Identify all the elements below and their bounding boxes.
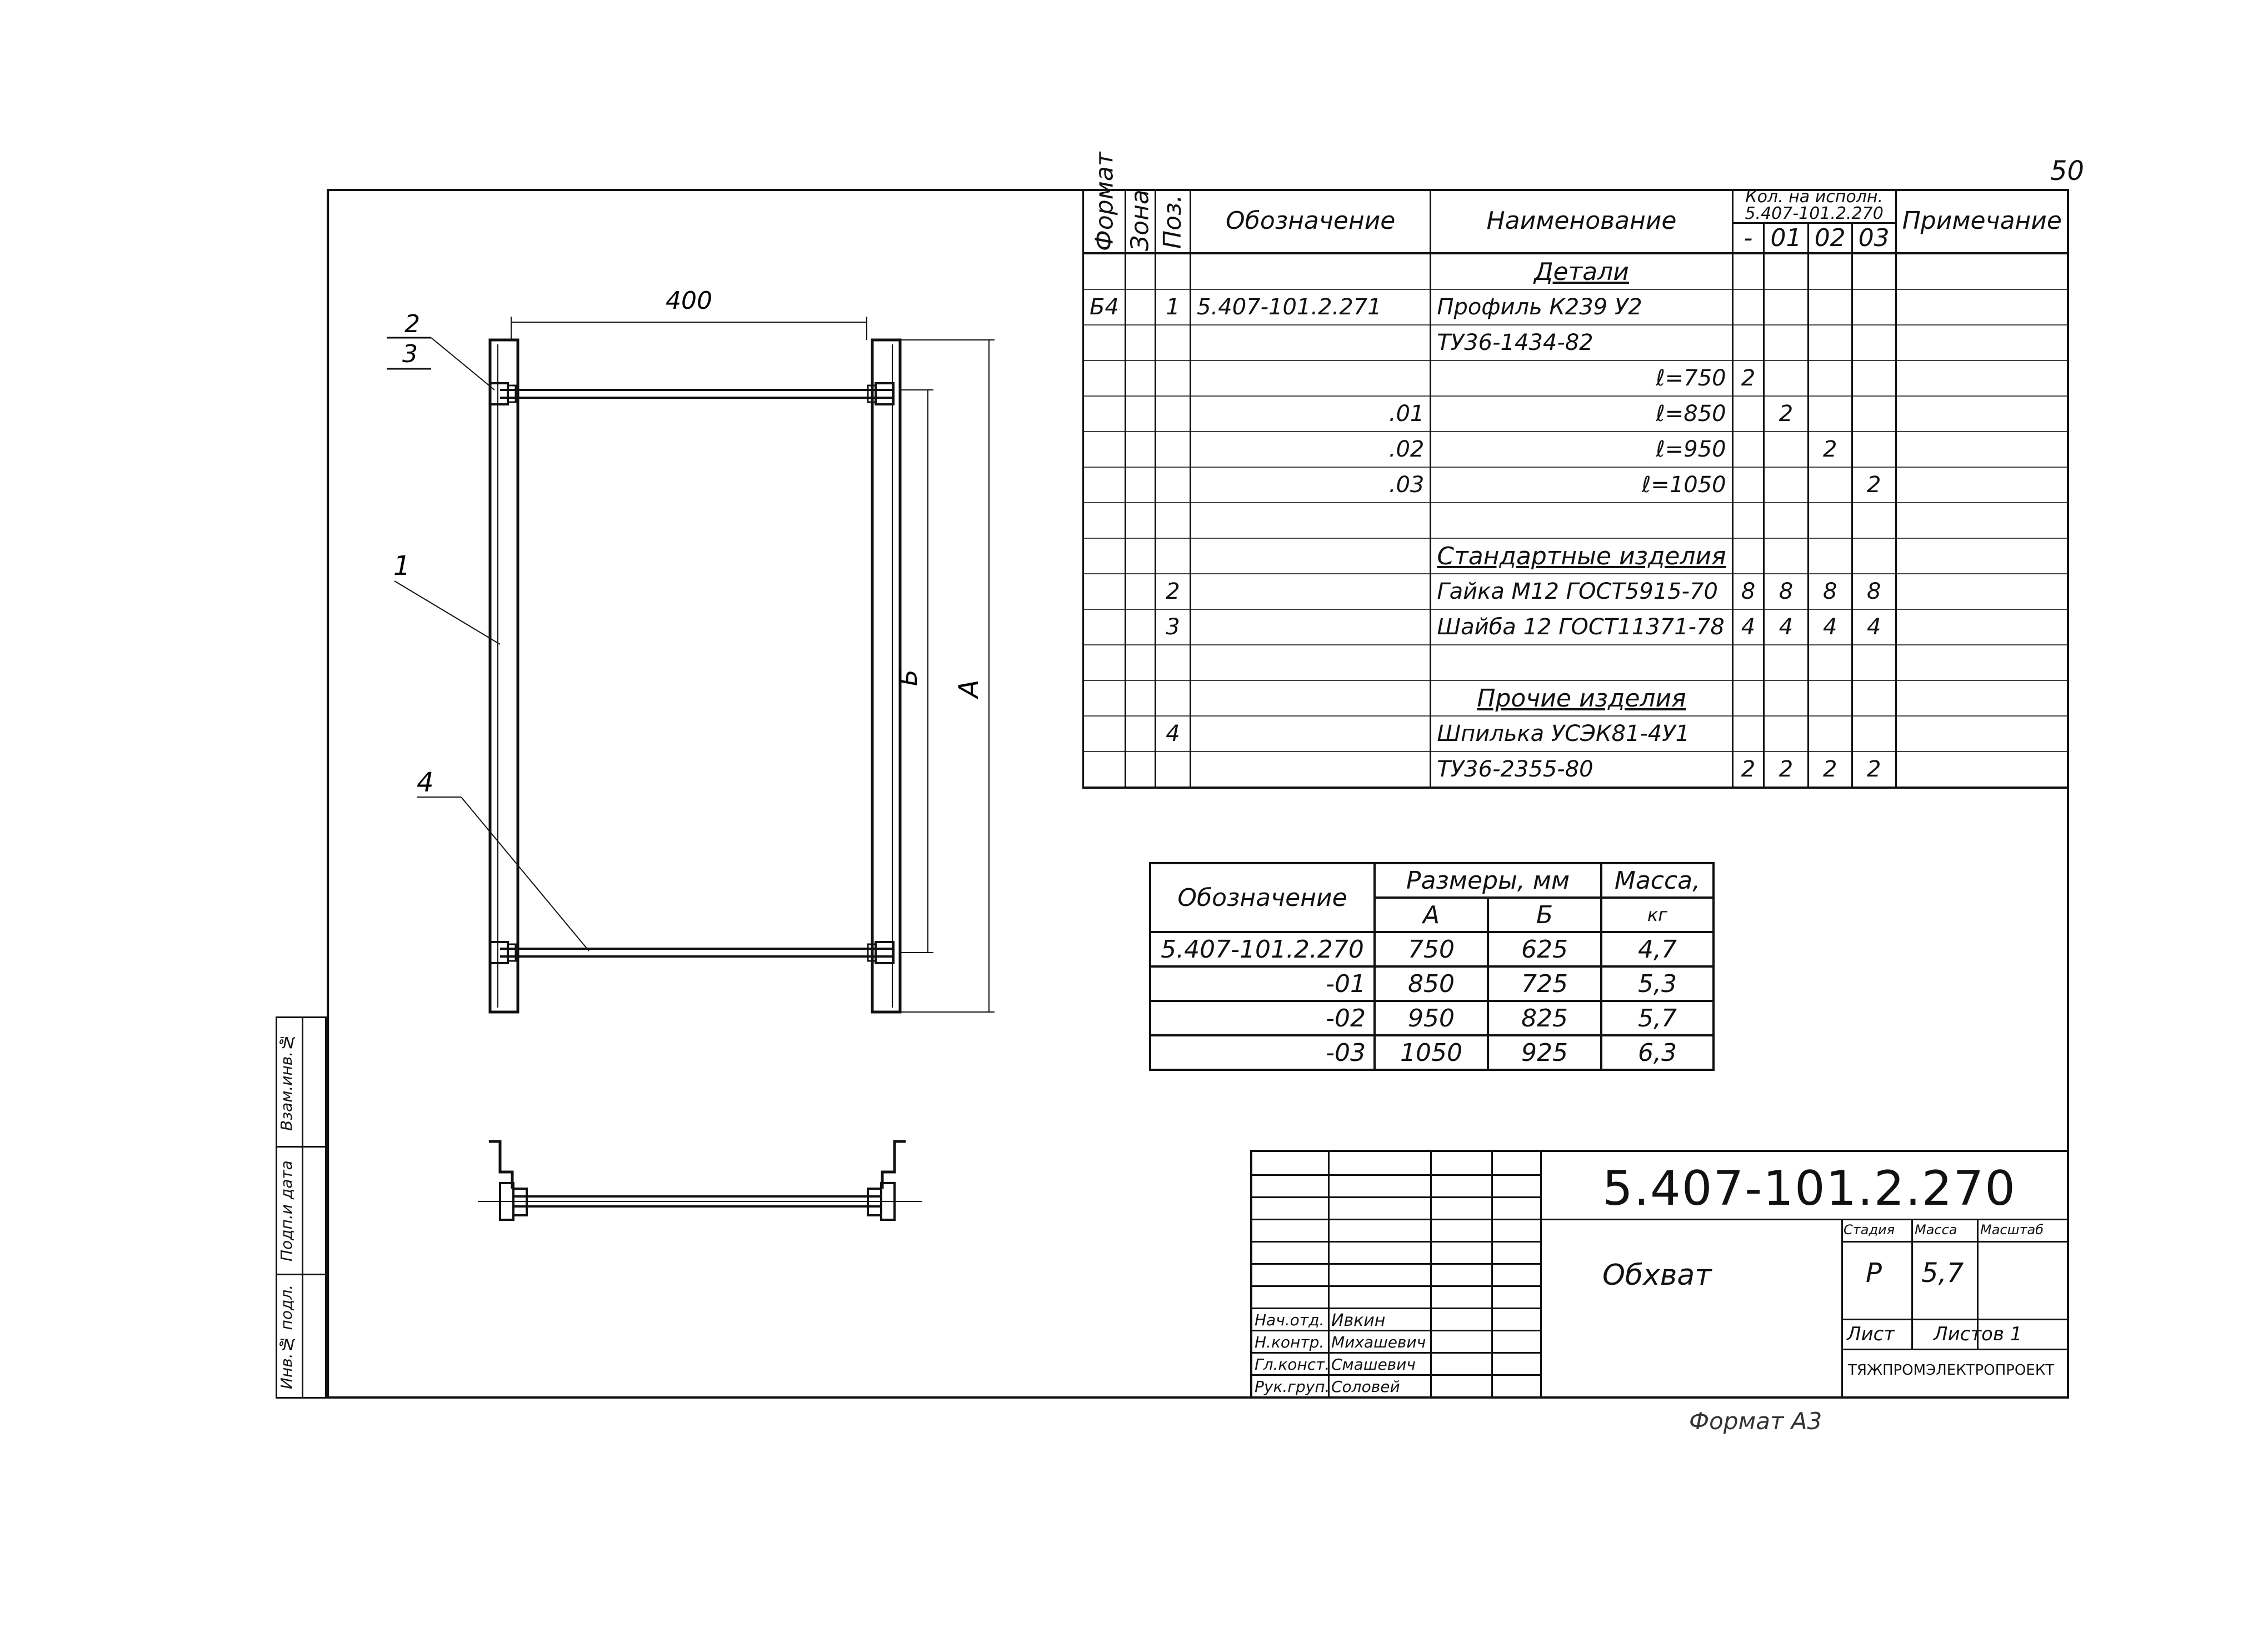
dims-cell-a: 850 — [1375, 966, 1488, 1001]
spec-cell-format — [1083, 360, 1126, 396]
dim-400-label: 400 — [666, 287, 712, 315]
sheet-label: Лист — [1847, 1323, 1895, 1345]
spec-row — [1083, 609, 2069, 645]
spec-cell-qty: 2 — [1852, 752, 1896, 788]
spec-cell-qty — [1764, 503, 1808, 538]
spec-cell-zone — [1125, 432, 1155, 467]
spec-cell-format — [1083, 503, 1126, 538]
spec-cell-format — [1083, 396, 1126, 432]
dims-cell-a: 950 — [1375, 1001, 1488, 1035]
role-3-name: Соловей — [1331, 1377, 1400, 1396]
spec-cell-pos: 2 — [1155, 574, 1190, 609]
spec-cell-pos — [1155, 467, 1190, 503]
spec-cell-designation — [1191, 645, 1431, 680]
spec-cell-qty — [1764, 680, 1808, 716]
spec-cell-designation: 5.407-101.2.271 — [1191, 289, 1431, 325]
spec-row — [1083, 396, 2069, 432]
spec-cell-designation — [1191, 360, 1431, 396]
spec-cell-qty: 4 — [1808, 609, 1852, 645]
spec-cell-zone — [1125, 716, 1155, 752]
stamp-sign-date: Подп.и дата — [277, 1160, 296, 1261]
spec-cell-pos — [1155, 432, 1190, 467]
spec-cell-qty — [1852, 538, 1896, 574]
spec-cell-name: Детали — [1431, 253, 1732, 289]
dims-cell-mass: 5,7 — [1601, 1001, 1714, 1035]
spec-cell-format — [1083, 467, 1126, 503]
stage-label: Стадия — [1844, 1222, 1895, 1238]
spec-cell-name: Шайба 12 ГОСТ11371-78 — [1431, 609, 1732, 645]
spec-cell-zone — [1125, 645, 1155, 680]
spec-header-name: Наименование — [1431, 189, 1732, 253]
spec-cell-note — [1896, 680, 2068, 716]
spec-cell-format — [1083, 752, 1126, 788]
spec-cell-qty — [1764, 325, 1808, 360]
role-1-name: Михашевич — [1331, 1333, 1426, 1351]
spec-cell-name: Шпилька УСЭК81-4У1 — [1431, 716, 1732, 752]
spec-cell-designation — [1191, 574, 1431, 609]
qty-col-base: - — [1732, 223, 1764, 254]
spec-cell-name: ℓ=750 — [1431, 360, 1732, 396]
spec-cell-qty — [1852, 396, 1896, 432]
spec-row — [1083, 289, 2069, 325]
spec-cell-qty: 4 — [1852, 609, 1896, 645]
spec-cell-pos — [1155, 396, 1190, 432]
spec-cell-qty — [1764, 716, 1808, 752]
spec-cell-format — [1083, 680, 1126, 716]
spec-cell-qty — [1852, 360, 1896, 396]
spec-cell-zone — [1125, 609, 1155, 645]
spec-cell-note — [1896, 289, 2068, 325]
spec-cell-zone — [1125, 574, 1155, 609]
spec-cell-pos: 1 — [1155, 289, 1190, 325]
spec-cell-qty: 2 — [1732, 360, 1764, 396]
role-0: Нач.отд. — [1255, 1311, 1325, 1329]
spec-cell-note — [1896, 253, 2068, 289]
spec-cell-pos — [1155, 645, 1190, 680]
frame-drawing — [333, 267, 1056, 1239]
stamp-inv-original: Инв.№ подл. — [277, 1284, 296, 1390]
spec-cell-zone — [1125, 752, 1155, 788]
dims-cell-b: 825 — [1488, 1001, 1601, 1035]
spec-row — [1083, 432, 2069, 467]
spec-cell-qty — [1852, 716, 1896, 752]
spec-cell-note — [1896, 752, 2068, 788]
mass-label: Масса — [1915, 1222, 1957, 1238]
spec-cell-zone — [1125, 467, 1155, 503]
spec-cell-name: Прочие изделия — [1431, 680, 1732, 716]
dims-cell-mass: 4,7 — [1601, 932, 1714, 966]
spec-cell-qty — [1808, 680, 1852, 716]
spec-cell-name: Стандартные изделия — [1431, 538, 1732, 574]
spec-cell-qty — [1732, 396, 1764, 432]
spec-cell-qty — [1732, 680, 1764, 716]
dims-cell-designation: -02 — [1150, 1001, 1375, 1035]
spec-header-qty: Кол. на исполн. 5.407-101.2.270 — [1732, 189, 1896, 223]
spec-cell-pos — [1155, 503, 1190, 538]
spec-cell-pos: 4 — [1155, 716, 1190, 752]
spec-cell-format — [1083, 645, 1126, 680]
dim-b-label: Б — [895, 669, 923, 687]
dims-header-sizes: Размеры, мм — [1375, 863, 1601, 898]
spec-cell-zone — [1125, 325, 1155, 360]
spec-cell-designation: .03 — [1191, 467, 1431, 503]
spec-cell-pos — [1155, 360, 1190, 396]
spec-cell-qty: 4 — [1732, 609, 1764, 645]
role-0-name: Ивкин — [1331, 1311, 1386, 1330]
spec-cell-designation — [1191, 609, 1431, 645]
doc-title: Обхват — [1602, 1259, 1712, 1292]
dims-row — [1150, 966, 1714, 1001]
sheet-number: 50 — [2050, 156, 2085, 187]
spec-cell-qty — [1732, 253, 1764, 289]
role-2-name: Смашевич — [1331, 1355, 1416, 1374]
spec-cell-format — [1083, 325, 1126, 360]
spec-cell-name: ℓ=1050 — [1431, 467, 1732, 503]
spec-cell-qty — [1852, 680, 1896, 716]
dimensions-table — [1149, 862, 1715, 1071]
spec-cell-qty — [1808, 325, 1852, 360]
dims-row — [1150, 1001, 1714, 1035]
spec-cell-designation — [1191, 538, 1431, 574]
spec-cell-qty — [1732, 432, 1764, 467]
spec-cell-qty — [1808, 360, 1852, 396]
spec-cell-designation — [1191, 503, 1431, 538]
spec-cell-note — [1896, 396, 2068, 432]
role-1: Н.контр. — [1255, 1333, 1325, 1351]
spec-cell-note — [1896, 574, 2068, 609]
spec-cell-zone — [1125, 253, 1155, 289]
org-name: ТЯЖПРОМЭЛЕКТРОПРОЕКТ — [1848, 1362, 2055, 1379]
spec-cell-format — [1083, 609, 1126, 645]
format-note: Формат А3 — [1689, 1407, 1822, 1435]
spec-cell-format: Б4 — [1083, 289, 1126, 325]
callout-2: 2 — [404, 310, 420, 338]
qty-col-02: 02 — [1808, 223, 1852, 254]
spec-cell-name: ТУ36-2355-80 — [1431, 752, 1732, 788]
dim-a-label: А — [953, 679, 985, 698]
spec-cell-pos — [1155, 325, 1190, 360]
spec-cell-note — [1896, 609, 2068, 645]
spec-cell-name — [1431, 503, 1732, 538]
spec-cell-qty — [1764, 289, 1808, 325]
dims-header-a: А — [1375, 898, 1488, 932]
spec-cell-zone — [1125, 680, 1155, 716]
spec-cell-name: Профиль К239 У2 — [1431, 289, 1732, 325]
spec-row — [1083, 360, 2069, 396]
spec-cell-qty: 2 — [1732, 752, 1764, 788]
dims-row — [1150, 1035, 1714, 1070]
section-view — [478, 1141, 922, 1220]
dims-row — [1150, 932, 1714, 966]
qty-col-03: 03 — [1852, 223, 1896, 254]
spec-cell-note — [1896, 467, 2068, 503]
spec-cell-qty — [1808, 396, 1852, 432]
spec-cell-zone — [1125, 396, 1155, 432]
spec-cell-designation — [1191, 752, 1431, 788]
spec-header-designation: Обозначение — [1191, 189, 1431, 253]
dims-cell-b: 625 — [1488, 932, 1601, 966]
spec-cell-qty: 2 — [1808, 752, 1852, 788]
spec-cell-qty: 2 — [1764, 396, 1808, 432]
spec-cell-qty — [1764, 432, 1808, 467]
dims-cell-b: 725 — [1488, 966, 1601, 1001]
spec-cell-zone — [1125, 538, 1155, 574]
spec-cell-name: ℓ=950 — [1431, 432, 1732, 467]
spec-cell-zone — [1125, 503, 1155, 538]
spec-cell-zone — [1125, 360, 1155, 396]
dims-header-mass: Масса, — [1601, 863, 1714, 898]
spec-cell-designation — [1191, 680, 1431, 716]
spec-cell-name: ТУ36-1434-82 — [1431, 325, 1732, 360]
dims-cell-mass: 6,3 — [1601, 1035, 1714, 1070]
spec-cell-qty: 2 — [1764, 752, 1808, 788]
spec-cell-qty — [1732, 289, 1764, 325]
spec-row — [1083, 538, 2069, 574]
spec-header-pos: Поз. — [1155, 189, 1190, 253]
spec-cell-qty: 8 — [1732, 574, 1764, 609]
specification-table — [1082, 152, 2069, 789]
spec-cell-qty: 2 — [1852, 467, 1896, 503]
spec-cell-designation: .02 — [1191, 432, 1431, 467]
spec-cell-qty — [1732, 467, 1764, 503]
spec-cell-qty — [1808, 253, 1852, 289]
spec-row — [1083, 467, 2069, 503]
role-2: Гл.конст. — [1255, 1355, 1330, 1374]
spec-cell-name: Гайка М12 ГОСТ5915-70 — [1431, 574, 1732, 609]
spec-cell-pos — [1155, 538, 1190, 574]
role-3: Рук.груп. — [1255, 1377, 1330, 1396]
callout-3: 3 — [402, 340, 418, 368]
spec-cell-pos — [1155, 752, 1190, 788]
spec-cell-pos — [1155, 680, 1190, 716]
spec-cell-designation — [1191, 716, 1431, 752]
spec-cell-qty — [1764, 645, 1808, 680]
spec-cell-pos — [1155, 253, 1190, 289]
spec-cell-qty — [1852, 325, 1896, 360]
dims-cell-designation: -03 — [1150, 1035, 1375, 1070]
spec-cell-qty — [1852, 289, 1896, 325]
spec-cell-note — [1896, 432, 2068, 467]
spec-cell-format — [1083, 253, 1126, 289]
spec-cell-format — [1083, 432, 1126, 467]
spec-cell-note — [1896, 538, 2068, 574]
qty-col-01: 01 — [1764, 223, 1808, 254]
spec-cell-qty — [1808, 503, 1852, 538]
spec-cell-qty: 8 — [1764, 574, 1808, 609]
spec-cell-qty — [1764, 538, 1808, 574]
spec-cell-qty — [1808, 467, 1852, 503]
mass-value: 5,7 — [1921, 1258, 1964, 1289]
spec-cell-qty: 8 — [1852, 574, 1896, 609]
spec-cell-qty — [1764, 253, 1808, 289]
spec-cell-name: ℓ=850 — [1431, 396, 1732, 432]
spec-row — [1083, 325, 2069, 360]
doc-code: 5.407-101.2.270 — [1602, 1161, 2016, 1216]
dims-cell-b: 925 — [1488, 1035, 1601, 1070]
spec-cell-qty — [1764, 467, 1808, 503]
spec-row — [1083, 253, 2069, 289]
callout-4: 4 — [417, 767, 434, 798]
spec-row — [1083, 716, 2069, 752]
spec-cell-designation — [1191, 253, 1431, 289]
spec-cell-qty — [1764, 360, 1808, 396]
spec-cell-designation: .01 — [1191, 396, 1431, 432]
left-profile — [490, 340, 518, 1012]
spec-cell-qty — [1808, 538, 1852, 574]
spec-header-zone: Зона — [1125, 189, 1155, 253]
spec-cell-note — [1896, 503, 2068, 538]
spec-cell-qty: 2 — [1808, 432, 1852, 467]
dims-cell-mass: 5,3 — [1601, 966, 1714, 1001]
spec-row — [1083, 752, 2069, 788]
dims-cell-a: 750 — [1375, 932, 1488, 966]
spec-cell-qty — [1852, 503, 1896, 538]
spec-cell-qty: 8 — [1808, 574, 1852, 609]
callout-1: 1 — [393, 550, 411, 582]
scale-label: Масштаб — [1980, 1222, 2044, 1238]
dims-header-b: Б — [1488, 898, 1601, 932]
stamp-replace-inv: Взам.инв.№ — [277, 1033, 296, 1131]
spec-cell-note — [1896, 645, 2068, 680]
spec-cell-designation — [1191, 325, 1431, 360]
spec-cell-note — [1896, 716, 2068, 752]
spec-cell-qty — [1808, 716, 1852, 752]
title-block — [1250, 1150, 2069, 1399]
spec-row — [1083, 574, 2069, 609]
spec-header-note: Примечание — [1896, 189, 2068, 253]
dims-header-designation: Обозначение — [1150, 863, 1375, 932]
spec-cell-zone — [1125, 289, 1155, 325]
spec-cell-qty — [1808, 645, 1852, 680]
side-stamp — [276, 1016, 327, 1399]
spec-row — [1083, 680, 2069, 716]
spec-cell-qty — [1808, 289, 1852, 325]
spec-cell-qty — [1732, 645, 1764, 680]
spec-cell-format — [1083, 716, 1126, 752]
spec-cell-qty: 4 — [1764, 609, 1808, 645]
spec-cell-note — [1896, 325, 2068, 360]
spec-cell-qty — [1732, 538, 1764, 574]
spec-cell-qty — [1732, 503, 1764, 538]
spec-cell-qty — [1732, 325, 1764, 360]
spec-cell-name — [1431, 645, 1732, 680]
spec-row — [1083, 503, 2069, 538]
stage-value: Р — [1866, 1258, 1882, 1289]
spec-cell-qty — [1852, 253, 1896, 289]
dims-header-mass-unit: кг — [1601, 898, 1714, 932]
spec-cell-format — [1083, 538, 1126, 574]
spec-row — [1083, 645, 2069, 680]
spec-header-format: Формат — [1083, 189, 1126, 253]
spec-cell-qty — [1852, 432, 1896, 467]
dims-cell-designation: -01 — [1150, 966, 1375, 1001]
dims-cell-a: 1050 — [1375, 1035, 1488, 1070]
dims-cell-designation: 5.407-101.2.270 — [1150, 932, 1375, 966]
sheets-label: Листов 1 — [1934, 1323, 2022, 1345]
spec-cell-qty — [1732, 716, 1764, 752]
spec-cell-note — [1896, 360, 2068, 396]
spec-cell-pos: 3 — [1155, 609, 1190, 645]
spec-cell-qty — [1852, 645, 1896, 680]
spec-cell-format — [1083, 574, 1126, 609]
